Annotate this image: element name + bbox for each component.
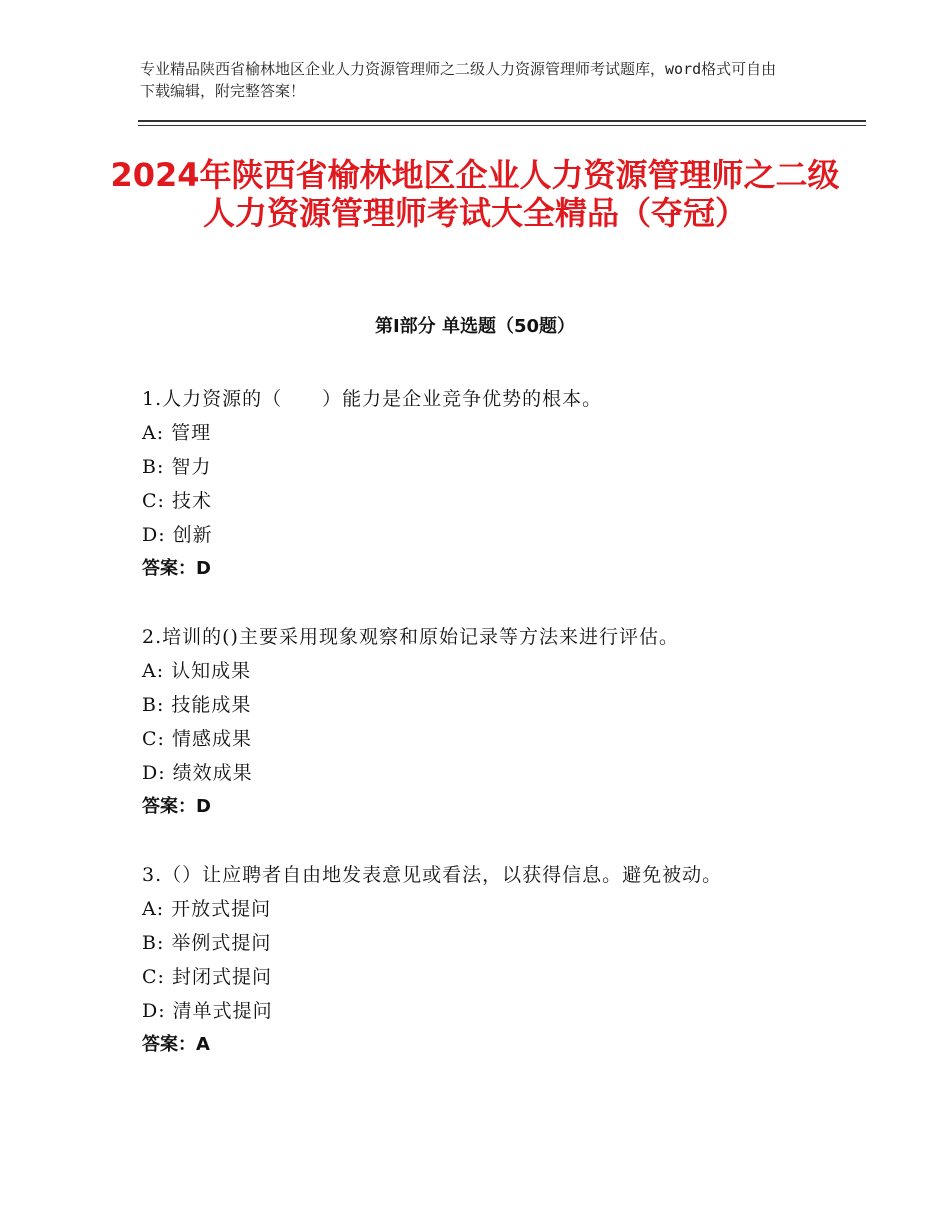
section-title: 第Ⅰ部分 单选题（50题） (374, 316, 575, 337)
question-3 (142, 858, 862, 1062)
option-c: C: 技术 (142, 490, 212, 512)
document-title: 2024年陕西省榆林地区企业人力资源管理师之二级人力资源管理师考试大全精品（夺冠） (110, 156, 840, 232)
answer: 答案：D (142, 558, 211, 579)
option-c: C: 情感成果 (142, 728, 252, 750)
answer: 答案：A (142, 1034, 210, 1055)
option-c: C: 封闭式提问 (142, 966, 272, 988)
option-a: A: 管理 (142, 422, 212, 444)
option-d: D: 清单式提问 (142, 1000, 273, 1022)
option-a: A: 开放式提问 (142, 898, 272, 920)
answer: 答案：D (142, 796, 211, 817)
header-rule-thick (138, 120, 866, 122)
question-2 (142, 620, 862, 824)
option-b: B: 技能成果 (142, 694, 252, 716)
option-b: B: 举例式提问 (142, 932, 272, 954)
option-d: D: 创新 (142, 524, 213, 546)
question-1 (142, 382, 862, 586)
question-stem: 2.培训的()主要采用现象观察和原始记录等方法来进行评估。 (142, 626, 679, 648)
option-a: A: 认知成果 (142, 660, 252, 682)
question-list (142, 382, 862, 1096)
header-rule-thin (138, 125, 866, 126)
question-stem: 3.（）让应聘者自由地发表意见或看法，以获得信息。避免被动。 (142, 864, 723, 886)
question-stem: 1.人力资源的（ ）能力是企业竞争优势的根本。 (142, 388, 603, 410)
option-b: B: 智力 (142, 456, 212, 478)
header-note: 专业精品陕西省榆林地区企业人力资源管理师之二级人力资源管理师考试题库，word格式可自由下载编辑，附完整答案！ (140, 60, 777, 100)
option-d: D: 绩效成果 (142, 762, 253, 784)
